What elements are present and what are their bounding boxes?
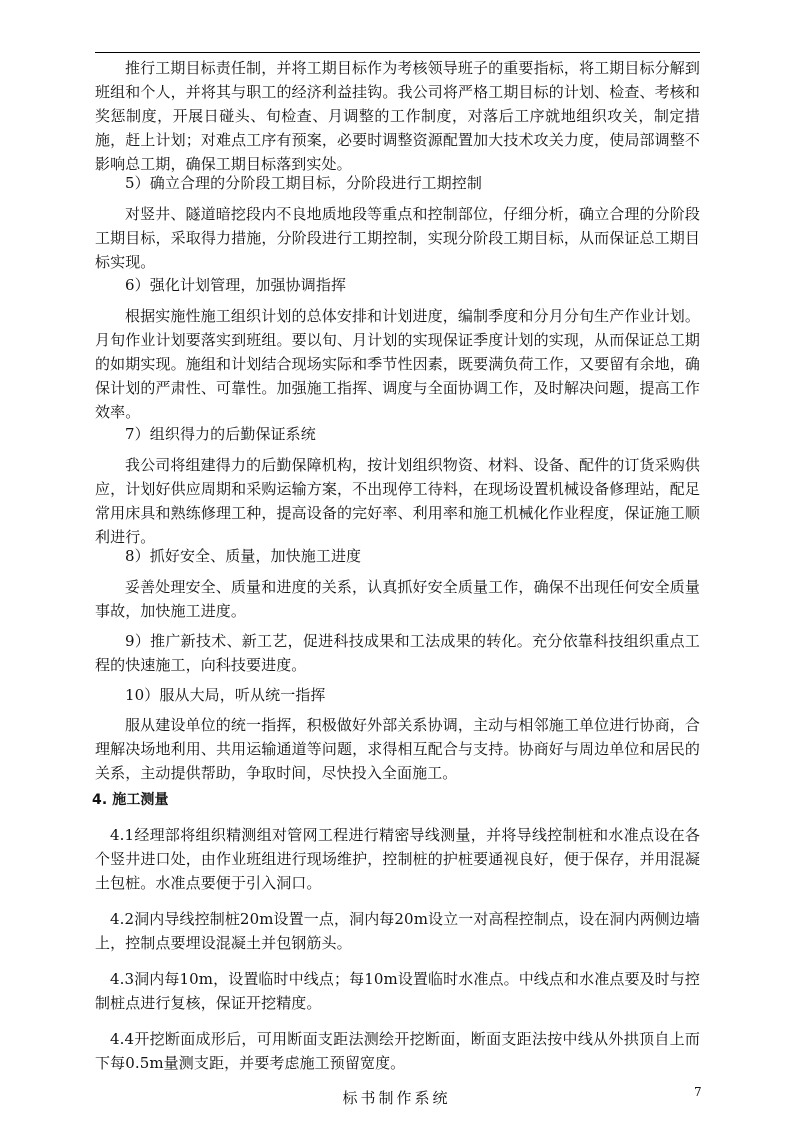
item-heading-7: 7）组织得力的后勤保证系统 (125, 425, 316, 443)
paragraph-7: 我公司将组建得力的后勤保障机构，按计划组织物资、材料、设备、配件的订货采购供应，计划好供应周期和采购运输方案，不出现停工待料，在现场设置机械设备修理站，配足常用床具和熟练修理工种，提高设备的完好率、利用率和施工机械化作业程度，保证施工顺利进行。 (95, 456, 700, 546)
paragraph-4-3: 4.3洞内每10m，设置临时中线点；每10m设置临时水准点。中线点和水准点要及时与控制桩点进行复核，保证开挖精度。 (95, 970, 700, 1012)
header-rule (95, 52, 700, 53)
paragraph-5: 对竖井、隧道暗挖段内不良地质地段等重点和控制部位，仔细分析，确立合理的分阶段工期目标，采取得力措施，分阶段进行工期控制，实现分阶段工期目标，从而保证总工期目标实现。 (95, 205, 700, 271)
paragraph-10: 服从建设单位的统一指挥，积极做好外部关系协调，主动与相邻施工单位进行协商，合理解决场地利用、共用运输通道等问题，求得相互配合与支持。协商好与周边单位和居民的关系，主动提供帮助，争取时间，尽快投入全面施工。 (95, 716, 700, 782)
paragraph-schedule-responsibility: 推行工期目标责任制，并将工期目标作为考核领导班子的重要指标，将工期目标分解到班组和个人，并将其与职工的经济利益挂钩。我公司将严格工期目标的计划、检查、考核和奖惩制度，开展日碰头、旬检查、月调整的工作制度，对落后工序就地组织攻关，制定措施，赶上计划；对难点工序有预案，必要时调整资源配置加大技术攻关力度，使局部调整不影响总工期，确保工期目标落到实处。 (95, 59, 700, 173)
item-heading-5: 5）确立合理的分阶段工期目标，分阶段进行工期控制 (125, 174, 482, 192)
paragraph-4-2: 4.2洞内导线控制桩20m设置一点，洞内每20m设立一对高程控制点，设在洞内两侧边墙上，控制点要埋设混凝土并包钢筋头。 (95, 910, 700, 952)
section-heading-survey: 4. 施工测量 (92, 792, 169, 808)
paragraph-4-1: 4.1经理部将组织精测组对管网工程进行精密导线测量，并将导线控制桩和水准点设在各个竖井进口处，由作业班组进行现场维护，控制桩的护桩要通视良好，便于保存，并用混凝土包桩。水准点要便于引入洞口。 (95, 826, 700, 892)
paragraph-8: 妥善处理安全、质量和进度的关系，认真抓好安全质量工作，确保不出现任何安全质量事故，加快施工进度。 (95, 578, 700, 620)
item-heading-10: 10）服从大局，听从统一指挥 (125, 686, 326, 704)
paragraph-9: 9）推广新技术、新工艺，促进科技成果和工法成果的转化。充分依靠科技组织重点工程的快速施工，向科技要进度。 (95, 632, 700, 674)
item-heading-6: 6）强化计划管理，加强协调指挥 (125, 276, 347, 294)
paragraph-4-4: 4.4开挖断面成形后，可用断面支距法测绘开挖断面，断面支距法按中线从外拱顶自上而下每0.5m量测支距，并要考虑施工预留宽度。 (95, 1030, 700, 1072)
page-number: 7 (694, 1085, 702, 1099)
paragraph-6: 根据实施性施工组织计划的总体安排和计划进度，编制季度和分月分旬生产作业计划。月旬作业计划要落实到班组。要以旬、月计划的实现保证季度计划的实现，从而保证总工期的如期实现。施组和计划结合现场实际和季节性因素，既要满负荷工作，又要留有余地，确保计划的严肃性、可靠性。加强施工指挥、调度与全面协调工作，及时解决问题，提高工作效率。 (95, 307, 700, 421)
footer-title: 标书制作系统 (342, 1089, 451, 1107)
item-heading-8: 8）抓好安全、质量，加快施工进度 (125, 547, 362, 565)
